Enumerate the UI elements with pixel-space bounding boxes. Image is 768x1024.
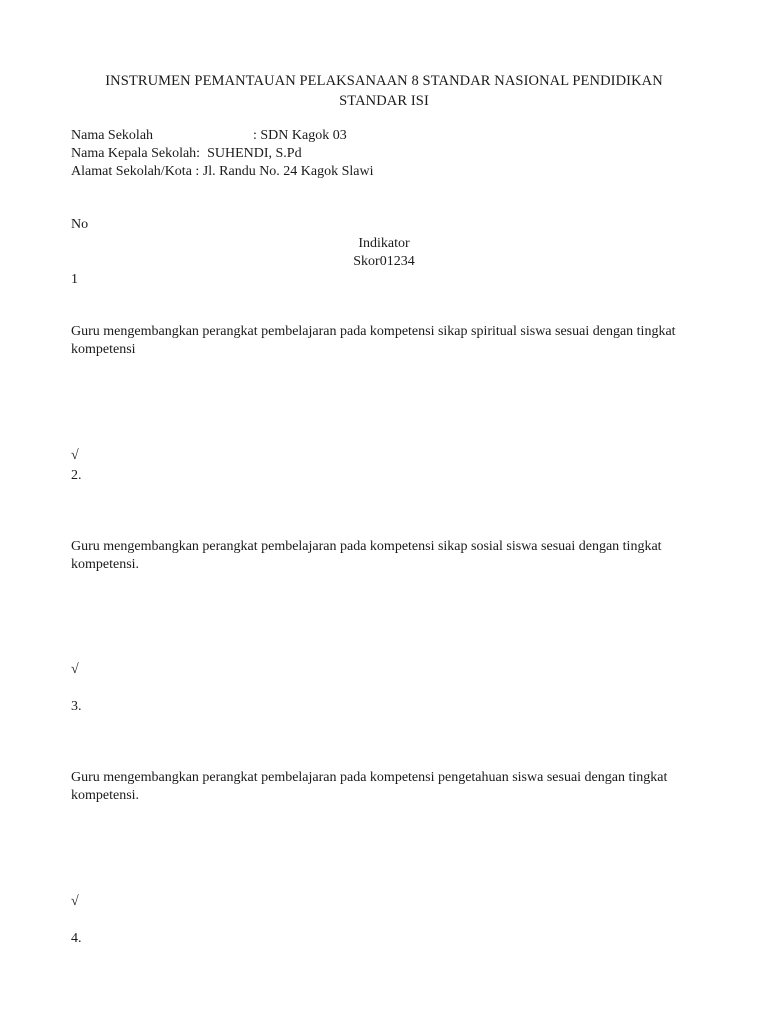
- principal-label: Nama Kepala Sekolah:: [71, 146, 201, 161]
- check-mark: √: [71, 448, 79, 463]
- principal-value: SUHENDI, S.Pd: [207, 146, 302, 161]
- school-name-value: : SDN Kagok 03: [253, 128, 347, 143]
- principal-row: [71, 145, 302, 163]
- document-title-line-2: STANDAR ISI: [339, 93, 429, 109]
- item-indicator-text: Guru mengembangkan perangkat pembelajaran pada kompetensi sikap spiritual siswa sesuai dengan tingkat kompetensi: [71, 324, 676, 357]
- document-title-line-1: INSTRUMEN PEMANTAUAN PELAKSANAAN 8 STANDAR NASIONAL PENDIDIKAN: [105, 73, 663, 89]
- item-number: 4.: [71, 931, 82, 946]
- address-value: : Jl. Randu No. 24 Kagok Slawi: [195, 164, 374, 179]
- item-number: 1: [71, 272, 78, 287]
- school-name-row: [71, 127, 347, 145]
- school-name-label: Nama Sekolah: [71, 128, 154, 143]
- header-score: Skor01234: [353, 254, 415, 269]
- address-row: [71, 163, 374, 181]
- item-number: 2.: [71, 468, 82, 483]
- check-mark: √: [71, 662, 79, 677]
- item-indicator-text: Guru mengembangkan perangkat pembelajaran pada kompetensi pengetahuan siswa sesuai dengan tingkat kompetensi.: [71, 770, 668, 803]
- item-indicator-text: Guru mengembangkan perangkat pembelajaran pada kompetensi sikap sosial siswa sesuai dengan tingkat kompetensi.: [71, 539, 662, 572]
- item-number: 3.: [71, 699, 82, 714]
- header-indicator: Indikator: [358, 236, 410, 251]
- check-mark: √: [71, 894, 79, 909]
- header-no: No: [71, 217, 89, 232]
- address-label: Alamat Sekolah/Kota: [71, 164, 192, 179]
